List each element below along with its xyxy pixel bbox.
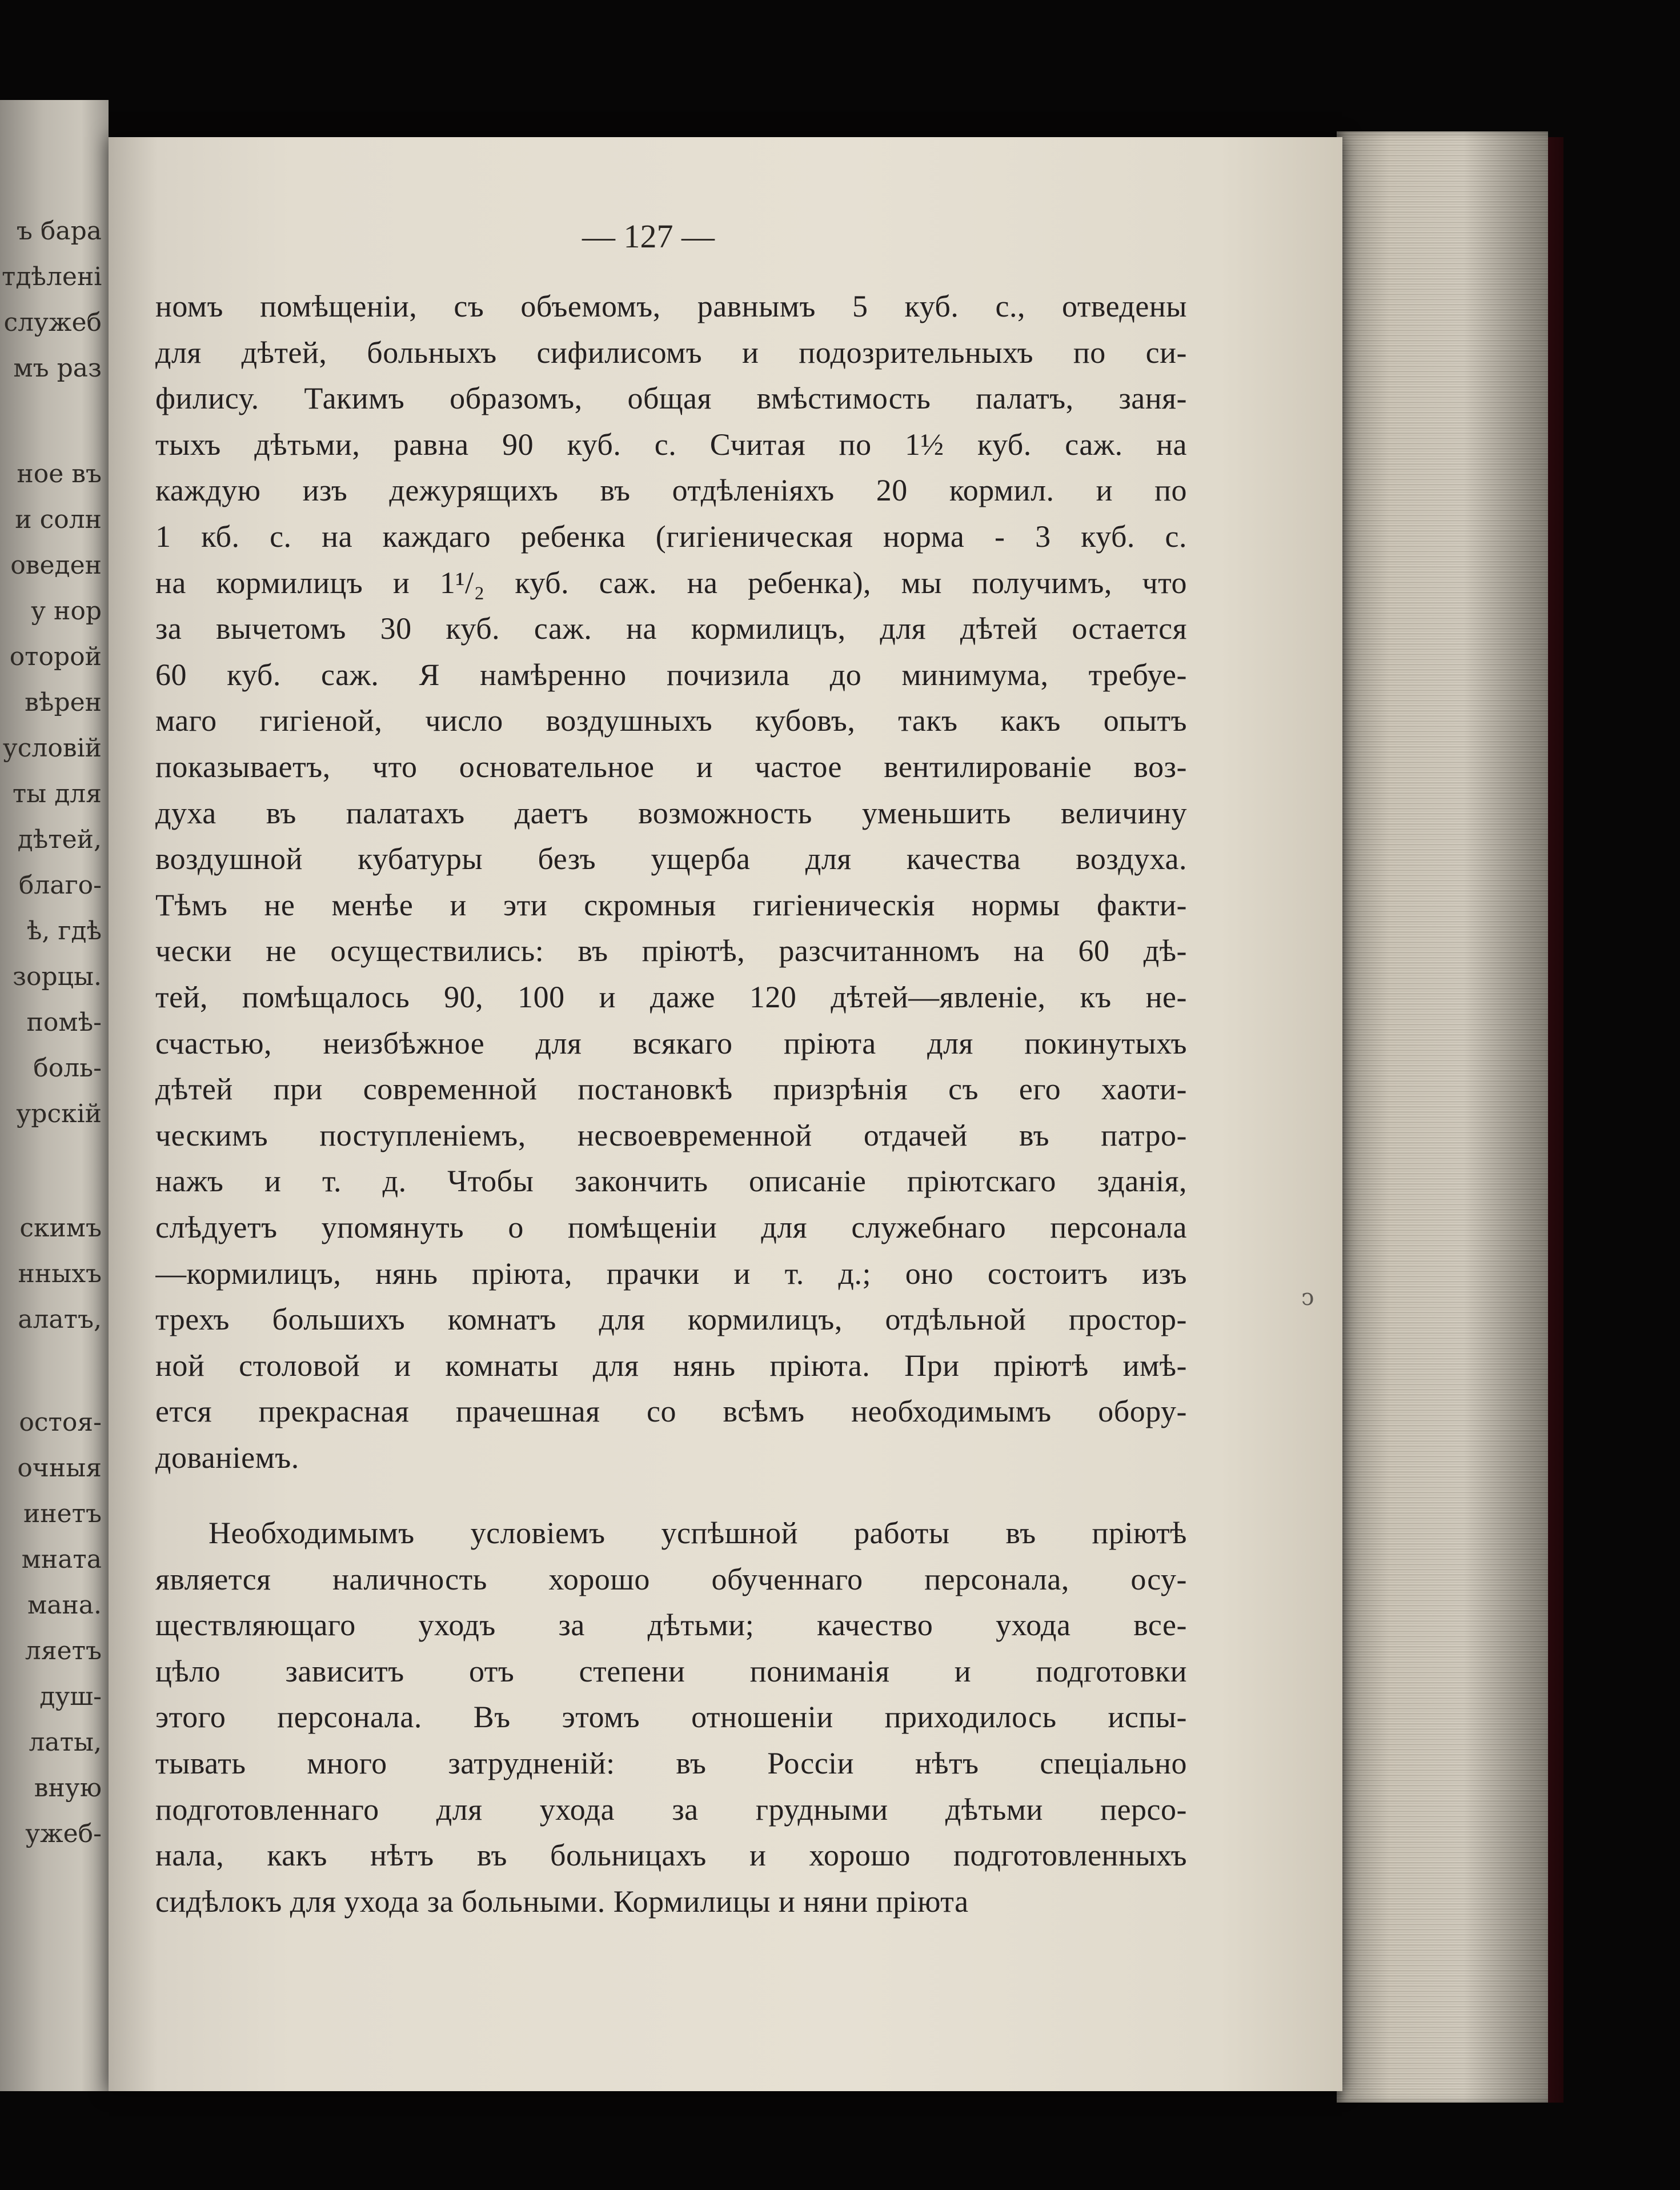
left-page-fragment: зорцы. [13, 962, 102, 991]
left-page-fragment: благо- [18, 871, 102, 900]
text-line: ной столовой и комнаты для нянь пріюта. При пріютѣ имѣ- [155, 1348, 1187, 1383]
text-line: 60 куб. саж. Я намѣренно почизила до минимума, требуе- [155, 657, 1187, 692]
text-line: тывать много затрудненій: въ Россіи нѣтъ спеціально [155, 1746, 1187, 1780]
text-line: сидѣлокъ для ухода за больными. Кормилицы и няни пріюта [155, 1884, 969, 1919]
text-line: ществляющаго уходъ за дѣтьми; качество ухода все- [155, 1608, 1187, 1643]
text-line: цѣло зависитъ отъ степени пониманія и подготовки [155, 1653, 1187, 1688]
left-page-fragment: дѣтей, [17, 825, 102, 854]
text-line: слѣдуетъ упомянуть о помѣщеніи для служебнаго персонала [155, 1210, 1187, 1244]
left-page-fragment: ъ бара [16, 217, 102, 246]
text-line: каждую изъ дежурящихъ въ отдѣленіяхъ 20 кормил. и по [155, 473, 1187, 508]
text-line: трехъ большихъ комнатъ для кормилицъ, отдѣльной простор- [155, 1302, 1187, 1337]
left-page-fragment: душ- [39, 1682, 102, 1711]
left-page-fragment: вную [34, 1773, 102, 1803]
text-line: Тѣмъ не менѣе и эти скромныя гигіеническія нормы факти- [155, 887, 1187, 922]
left-page-fragment: очныя [17, 1454, 102, 1483]
text-line: за вычетомъ 30 куб. саж. на кормилицъ, для дѣтей остается [155, 611, 1187, 646]
left-page-fragment: скимъ [19, 1214, 102, 1243]
page-block-edge [1337, 131, 1548, 2103]
left-page-fragment: мана. [27, 1591, 102, 1620]
text-line: тыхъ дѣтьми, равна 90 куб. с. Считая по 1½ куб. саж. на [155, 427, 1187, 462]
text-line: дованіемъ. [155, 1440, 299, 1475]
text-line: подготовленнаго для ухода за грудными дѣтьми персо- [155, 1792, 1187, 1827]
left-page-fragment: боль- [33, 1054, 102, 1083]
text-line: нажъ и т. д. Чтобы закончить описаніе пріютскаго зданія, [155, 1164, 1187, 1199]
left-page-fragment: мната [21, 1545, 102, 1574]
left-page-fragment: урскій [16, 1099, 102, 1128]
text-line: этого персонала. Въ этомъ отношеніи приходилось испы- [155, 1700, 1187, 1735]
left-page-fragment: служеб [3, 308, 102, 337]
bleed-mark: ↄ [1301, 1284, 1314, 1311]
text-line: на кормилицъ и 1¹/₂ куб. саж. на ребенка), мы получимъ, что [155, 565, 1187, 600]
text-line: 1 кб. с. на каждаго ребенка (гигіеническая норма - 3 куб. с. [155, 519, 1187, 554]
text-line: показываетъ, что основательное и частое вентилированіе воз- [155, 750, 1187, 784]
left-page-fragment: остоя- [19, 1408, 102, 1437]
text-line: нала, какъ нѣтъ въ больницахъ и хорошо подготовленныхъ [155, 1838, 1187, 1873]
left-page-fragment: ѣ, гдѣ [26, 916, 102, 946]
left-page-fragment: ляетъ [25, 1636, 102, 1665]
text-line: для дѣтей, больныхъ сифилисомъ и подозрительныхъ по си- [155, 335, 1187, 370]
text-line: воздушной кубатуры безъ ущерба для качества воздуха. [155, 842, 1187, 876]
left-page-fragment: мъ раз [13, 354, 102, 383]
text-line: духа въ палатахъ даетъ возможность уменьшить величину [155, 795, 1187, 830]
left-page-fragment: инетъ [23, 1499, 102, 1528]
page-number: — 127 — [582, 218, 715, 255]
left-page-fragment: ное въ [17, 459, 102, 489]
left-page-fragment: оведен [10, 551, 102, 580]
left-page-fragment: тдѣлені [2, 262, 102, 291]
left-page-fragment: латы, [29, 1728, 102, 1757]
text-line: дѣтей при современной постановкѣ призрѣнія съ его хаоти- [155, 1072, 1187, 1107]
left-page-fragment: вѣрен [25, 688, 102, 717]
left-page-fragment: оторой [9, 642, 102, 671]
left-page-fragment: помѣ- [26, 1008, 102, 1037]
left-page-fragment: нныхъ [18, 1259, 102, 1288]
text-line: филису. Такимъ образомъ, общая вмѣстимость палатъ, заня- [155, 381, 1187, 416]
left-page-fragment: ты для [12, 779, 102, 808]
text-line: тей, помѣщалось 90, 100 и даже 120 дѣтей—явленіе, къ не- [155, 980, 1187, 1014]
text-line: —кормилицъ, нянь пріюта, прачки и т. д.; оно состоитъ изъ [155, 1256, 1187, 1291]
text-line: счастью, неизбѣжное для всякаго пріюта для покинутыхъ [155, 1026, 1187, 1060]
text-line: номъ помѣщеніи, съ объемомъ, равнымъ 5 куб. с., отведены [155, 289, 1187, 323]
text-line: чески не осуществились: въ пріютѣ, разсчитанномъ на 60 дѣ- [155, 934, 1187, 968]
left-page-fragment: ужеб- [25, 1819, 102, 1848]
text-line: ческимъ поступленіемъ, несвоевременной отдачей въ патро- [155, 1118, 1187, 1152]
text-line: является наличность хорошо обученнаго персонала, осу- [155, 1562, 1187, 1596]
left-page-fragment: алатъ, [18, 1305, 102, 1334]
text-line: ется прекрасная прачешная со всѣмъ необходимымъ обору- [155, 1394, 1187, 1429]
left-page-edge [0, 100, 109, 2091]
text-line: маго гигіеной, число воздушныхъ кубовъ, такъ какъ опытъ [155, 703, 1187, 738]
left-page-fragment: и солн [15, 505, 102, 534]
text-line: Необходимымъ условіемъ успѣшной работы въ пріютѣ [209, 1516, 1187, 1550]
left-page-fragment: у нор [31, 596, 102, 626]
left-page-fragment: условій [2, 734, 102, 763]
